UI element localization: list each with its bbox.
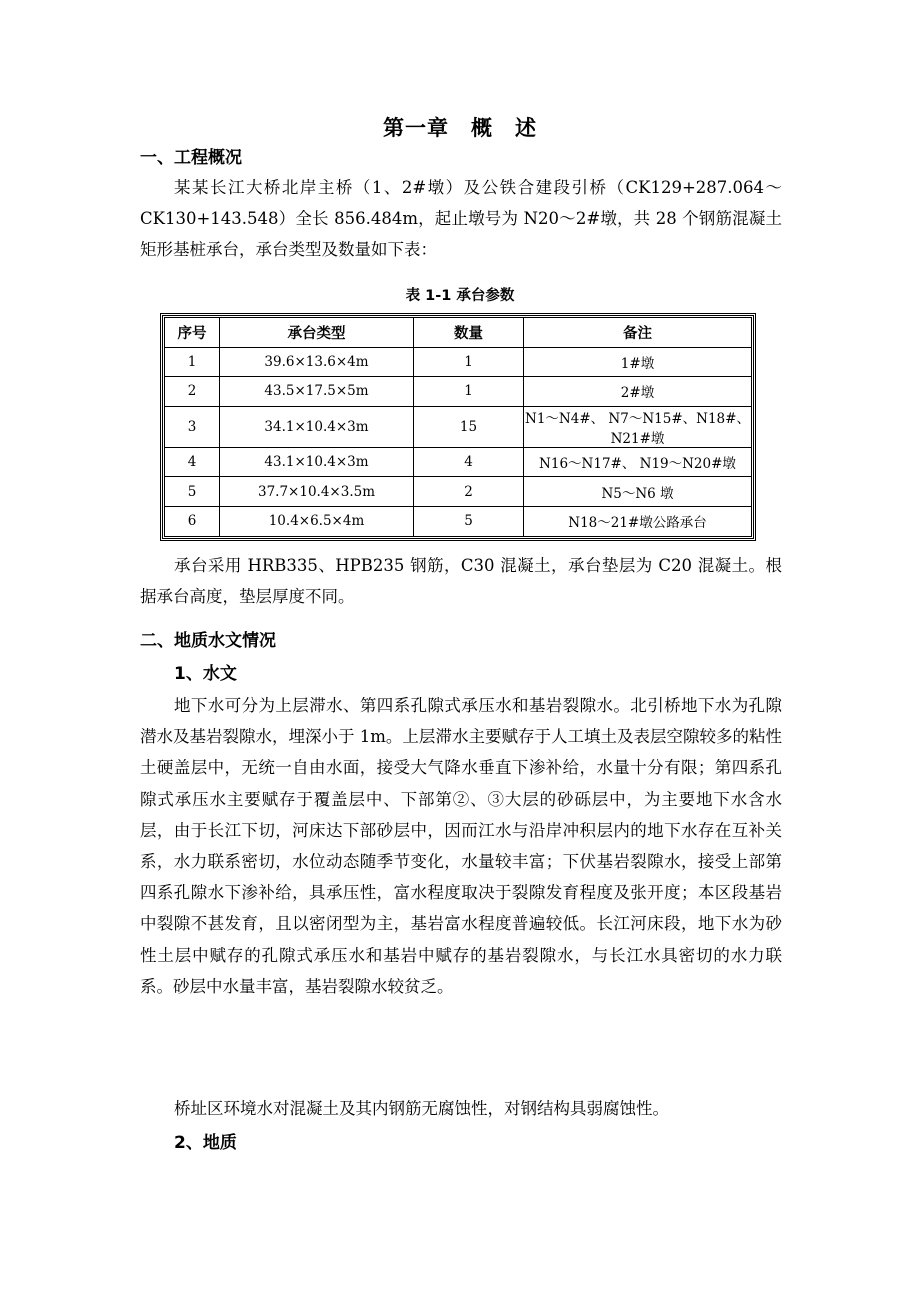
text-line: 为孔隙潜水及基岩裂隙水，埋深小于 1m。上层滞水主要赋存于人工填土及表层 (140, 696, 783, 747)
cell-cap-type: 39.6×13.6×4m (220, 347, 414, 377)
text-line: 程度取决于裂隙发育程度及张开度；本区段基岩中裂隙不甚发育，且以密闭型为 (140, 883, 783, 934)
corrosion-paragraph: 桥址区环境水对混凝土及其内钢筋无腐蚀性，对钢结构具弱腐蚀性。 (174, 1099, 669, 1118)
text-line: 砾层中，为主要地下水含水层，由于长江下切，河床达下部砂层中，因而江水与 (140, 789, 782, 840)
cell-remarks: 2#墩 (524, 377, 752, 407)
table-row (165, 447, 752, 477)
table-row (165, 406, 752, 447)
table-caption: 表 1-1 承台参数 (405, 288, 515, 304)
cell-index: 4 (165, 447, 220, 477)
section-heading-overview: 一、工程概况 (140, 148, 242, 168)
cell-quantity: 2 (414, 477, 524, 507)
cell-index: 3 (165, 406, 220, 447)
cell-quantity: 1 (414, 347, 524, 377)
cell-index: 5 (165, 477, 220, 507)
materials-paragraph (140, 550, 782, 612)
subsection-heading-hydrology: 1、水文 (174, 664, 237, 684)
cell-index: 6 (165, 506, 220, 536)
table-row (165, 506, 752, 536)
cell-remarks: 1#墩 (524, 347, 752, 377)
section-heading-geology-hydrology: 二、地质水文情况 (140, 631, 276, 651)
chapter-title: 第一章 概 述 (383, 116, 537, 140)
header-cap-type: 承台类型 (220, 318, 414, 348)
cell-remarks: N1～N4#、 N7～N15#、N18#、N21#墩 (524, 406, 752, 447)
header-remarks: 备注 (524, 318, 752, 348)
text-line: 空隙较多的粘性土硬盖层中，无统一自由水面，接受大气降水垂直下渗补给，水 (140, 727, 783, 778)
text-line: 沿岸冲积层内的地下水存在互补关系，水力联系密切，水位动态随季节变化，水 (140, 820, 783, 872)
cell-index: 2 (165, 377, 220, 407)
text-line: 据承台高度，垫层厚度不同。 (140, 587, 355, 607)
text-line: 承台采用 HRB335、HPB235 钢筋，C30 混凝土，承台垫层为 C20 混凝土。根 (174, 556, 782, 575)
text-line: 某某长江大桥北岸主桥（1、2#墩）及公铁合建段引桥（CK129+287.064～ (174, 178, 782, 197)
table-row (165, 377, 752, 407)
cell-remarks: N5～N6 墩 (524, 477, 752, 507)
cap-parameters-table-frame (160, 313, 756, 541)
text-line: 量十分有限；第四系孔隙式承压水主要赋存于覆盖层中、下部第②、③大层的砂 (140, 758, 783, 809)
subsection-heading-geology: 2、地质 (174, 1133, 237, 1153)
hydrology-paragraph (140, 690, 782, 1002)
cell-quantity: 15 (414, 406, 524, 447)
cap-parameters-table (164, 317, 752, 537)
cell-index: 1 (165, 347, 220, 377)
table-header-row (165, 318, 752, 348)
table-row (165, 347, 752, 377)
header-quantity: 数量 (414, 318, 524, 348)
cell-quantity: 4 (414, 447, 524, 477)
cell-remarks: N16～N17#、 N19～N20#墩 (524, 447, 752, 477)
text-line: 量较丰富；下伏基岩裂隙水，接受上部第四系孔隙水下渗补给，具承压性，富水 (140, 852, 783, 903)
cell-remarks: N18～21#墩公路承台 (524, 506, 752, 536)
cell-cap-type: 10.4×6.5×4m (220, 506, 414, 536)
text-line: 主，基岩富水程度普遍较低。长江河床段，地下水为砂性土层中赋存的孔隙式承 (140, 914, 783, 965)
text-line: 基岩裂隙水较贫乏。 (305, 976, 454, 996)
table-row (165, 477, 752, 507)
text-line: 形基桩承台，承台类型及数量如下表： (156, 240, 437, 260)
cell-cap-type: 43.5×17.5×5m (220, 377, 414, 407)
cell-quantity: 5 (414, 506, 524, 536)
cell-cap-type: 43.1×10.4×3m (220, 447, 414, 477)
overview-paragraph (140, 172, 782, 266)
text-line: 压水和基岩中赋存的基岩裂隙水，与长江水具密切的水力联系。砂层中水量丰富， (140, 945, 782, 996)
cell-cap-type: 34.1×10.4×3m (220, 406, 414, 447)
cell-cap-type: 37.7×10.4×3.5m (220, 477, 414, 507)
cell-quantity: 1 (414, 377, 524, 407)
header-index: 序号 (165, 318, 220, 348)
text-line: CK130+143.548）全长 856.484m，起止墩号为 N20～2#墩，共 28 个钢筋混凝土矩 (140, 209, 782, 260)
text-line: 地下水可分为上层滞水、第四系孔隙式承压水和基岩裂隙水。北引桥地下水 (174, 696, 732, 715)
